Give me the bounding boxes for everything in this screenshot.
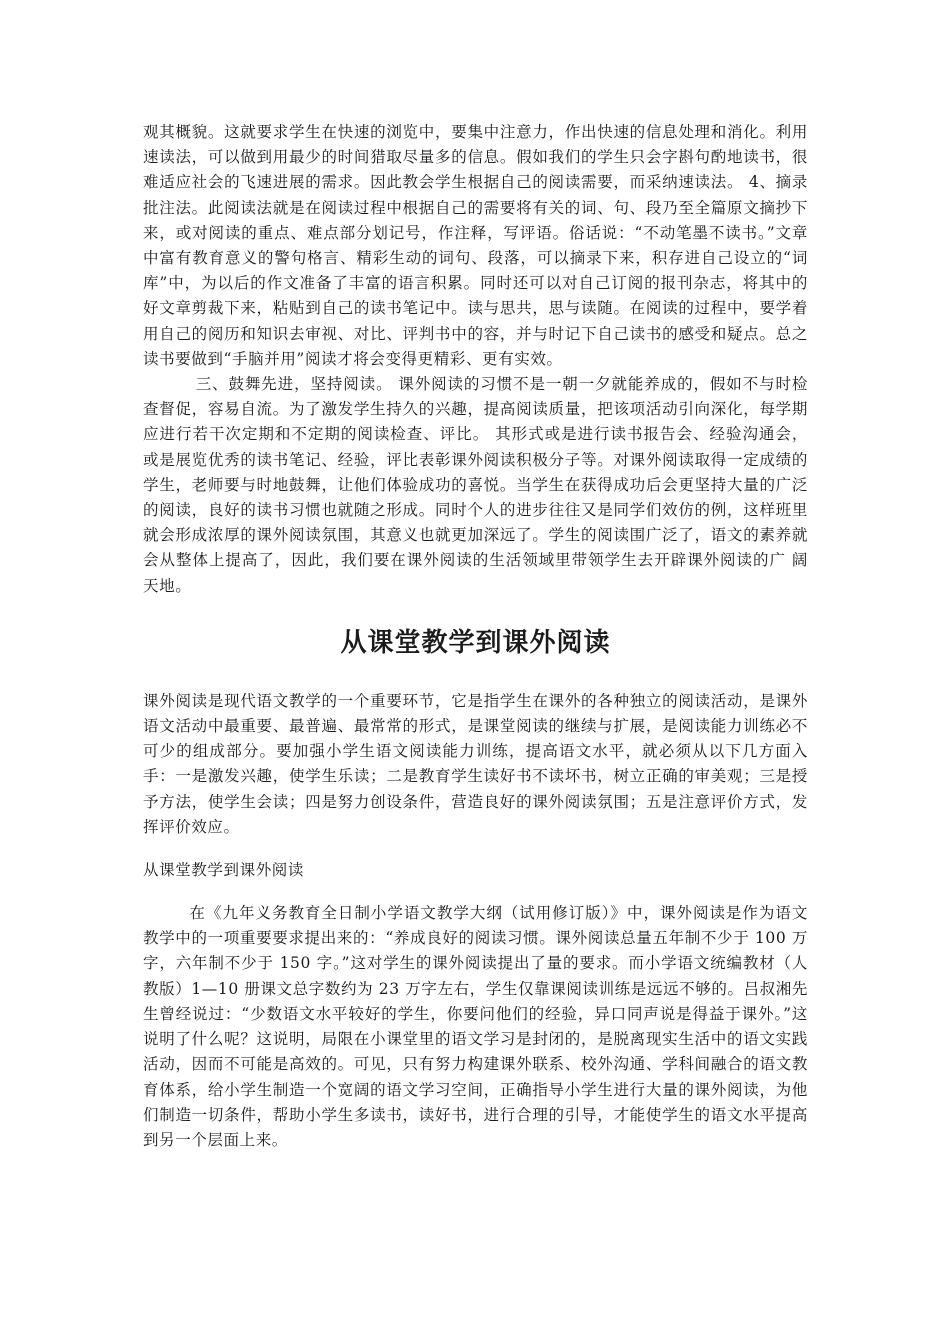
article-title: 从课堂教学到课外阅读 — [340, 627, 611, 658]
document-page — [143, 120, 808, 1153]
subheading: 从课堂教学到课外阅读 — [143, 861, 305, 880]
body-paragraph: 在《九年义务教育全日制小学语文教学大纲（试用修订版）》中，课外阅读是作为语文教学中的一项重要要求提出来的：“养成良好的阅读习惯。课外阅读总量五年制不少于 100 万字，六年制不少于 150 字。”这对学生的课外阅读提出了量的要求。而小学语文统编教材（人教版）1—10 册课文总字数约为 23 万字左右，学生仅靠课阅读训练是远远不够的。吕叔湘先生曾经说过：“少数语文水平较好的学生，你要问他们的经验，异口同声说是得益于课外。”这说明了什么呢？这说明，局限在小课堂里的语文学习是封闭的，是脱离现实生活中的语文实践活动，因而不可能是高效的。可见，只有努力构建课外联系、校外沟通、学科间融合的语文教育体系，给小学生制造一个宽阔的语文学习空间，正确指导小学生进行大量的课外阅读，为他们制造一切条件，帮助小学生多读书，读好书，进行合理的引导，才能使学生的语文水平提高到另一个层面上来。 — [143, 904, 808, 1149]
body-paragraph: 观其概貌。这就要求学生在快速的浏览中，要集中注意力，作出快速的信息处理和消化。利用速读法，可以做到用最少的时间猎取尽量多的信息。假如我们的学生只会字斟句酌地读书，很难适应社会的飞速进展的需求。因此教会学生根据自己的阅读需要，而采纳速读法。 4、摘录批注法。此阅读法就是在阅读过程中根据自己的需要将有关的词、句、段乃至全篇原文摘抄下来，或对阅读的重点、难点部分划记号，作注释，写评语。俗话说：“不动笔墨不读书。”文章中富有教育意义的警句格言、精彩生动的词句、段落，可以摘录下来，积存进自己设立的“词库”中，为以后的作文准备了丰富的语言积累。同时还可以对自己订阅的报刊杂志，将其中的好文章剪裁下来，粘贴到自己的读书笔记中。读与思共，思与读随。在阅读的过程中，要学着用自己的阅历和知识去审视、对比、评判书中的容，并与时记下自己读书的感受和疑点。总之读书要做到“手脑并用”阅读才将会变得更精彩、更有实效。 — [143, 123, 808, 368]
intro-paragraph: 课外阅读是现代语文教学的一个重要环节，它是指学生在课外的各种独立的阅读活动，是课外语文活动中最重要、最普遍、最常常的形式，是课堂阅读的继续与扩展，是阅读能力训练必不可少的组成部分。要加强小学生语文阅读能力训练，提高语文水平，就必须从以下几方面入手：一是激发兴趣，使学生乐读；二是教育学生读好书不读坏书，树立正确的审美观；三是授予方法，使学生会读；四是努力创设条件，营造良好的课外阅读氛围；五是注意评价方式，发挥评价效应。 — [143, 691, 808, 836]
body-paragraph: 三、鼓舞先进，坚持阅读。 课外阅读的习惯不是一朝一夕就能养成的，假如不与时检查督促，容易自流。为了激发学生持久的兴趣，提高阅读质量，把该项活动引向深化，每学期应进行若干次定期和不定期的阅读检查、评比。 其形式或是进行读书报告会、经验沟通会，或是展览优秀的读书笔记、经验，评比表彰课外阅读积极分子等。对课外阅读取得一定成绩的学生，老师要与时地鼓舞，让他们体验成功的喜悦。当学生在获得成功后会更坚持大量的广泛的阅读，良好的读书习惯也就随之形成。同时个人的进步往往又是同学们效仿的例，这样班里就会形成浓厚的课外阅读氛围，其意义也就更加深远了。学生的阅读围广泛了，语文的素养就会从整体上提高了，因此，我们要在课外阅读的生活领域里带领学生去开辟课外阅读的广 阔天地。 — [143, 375, 808, 595]
